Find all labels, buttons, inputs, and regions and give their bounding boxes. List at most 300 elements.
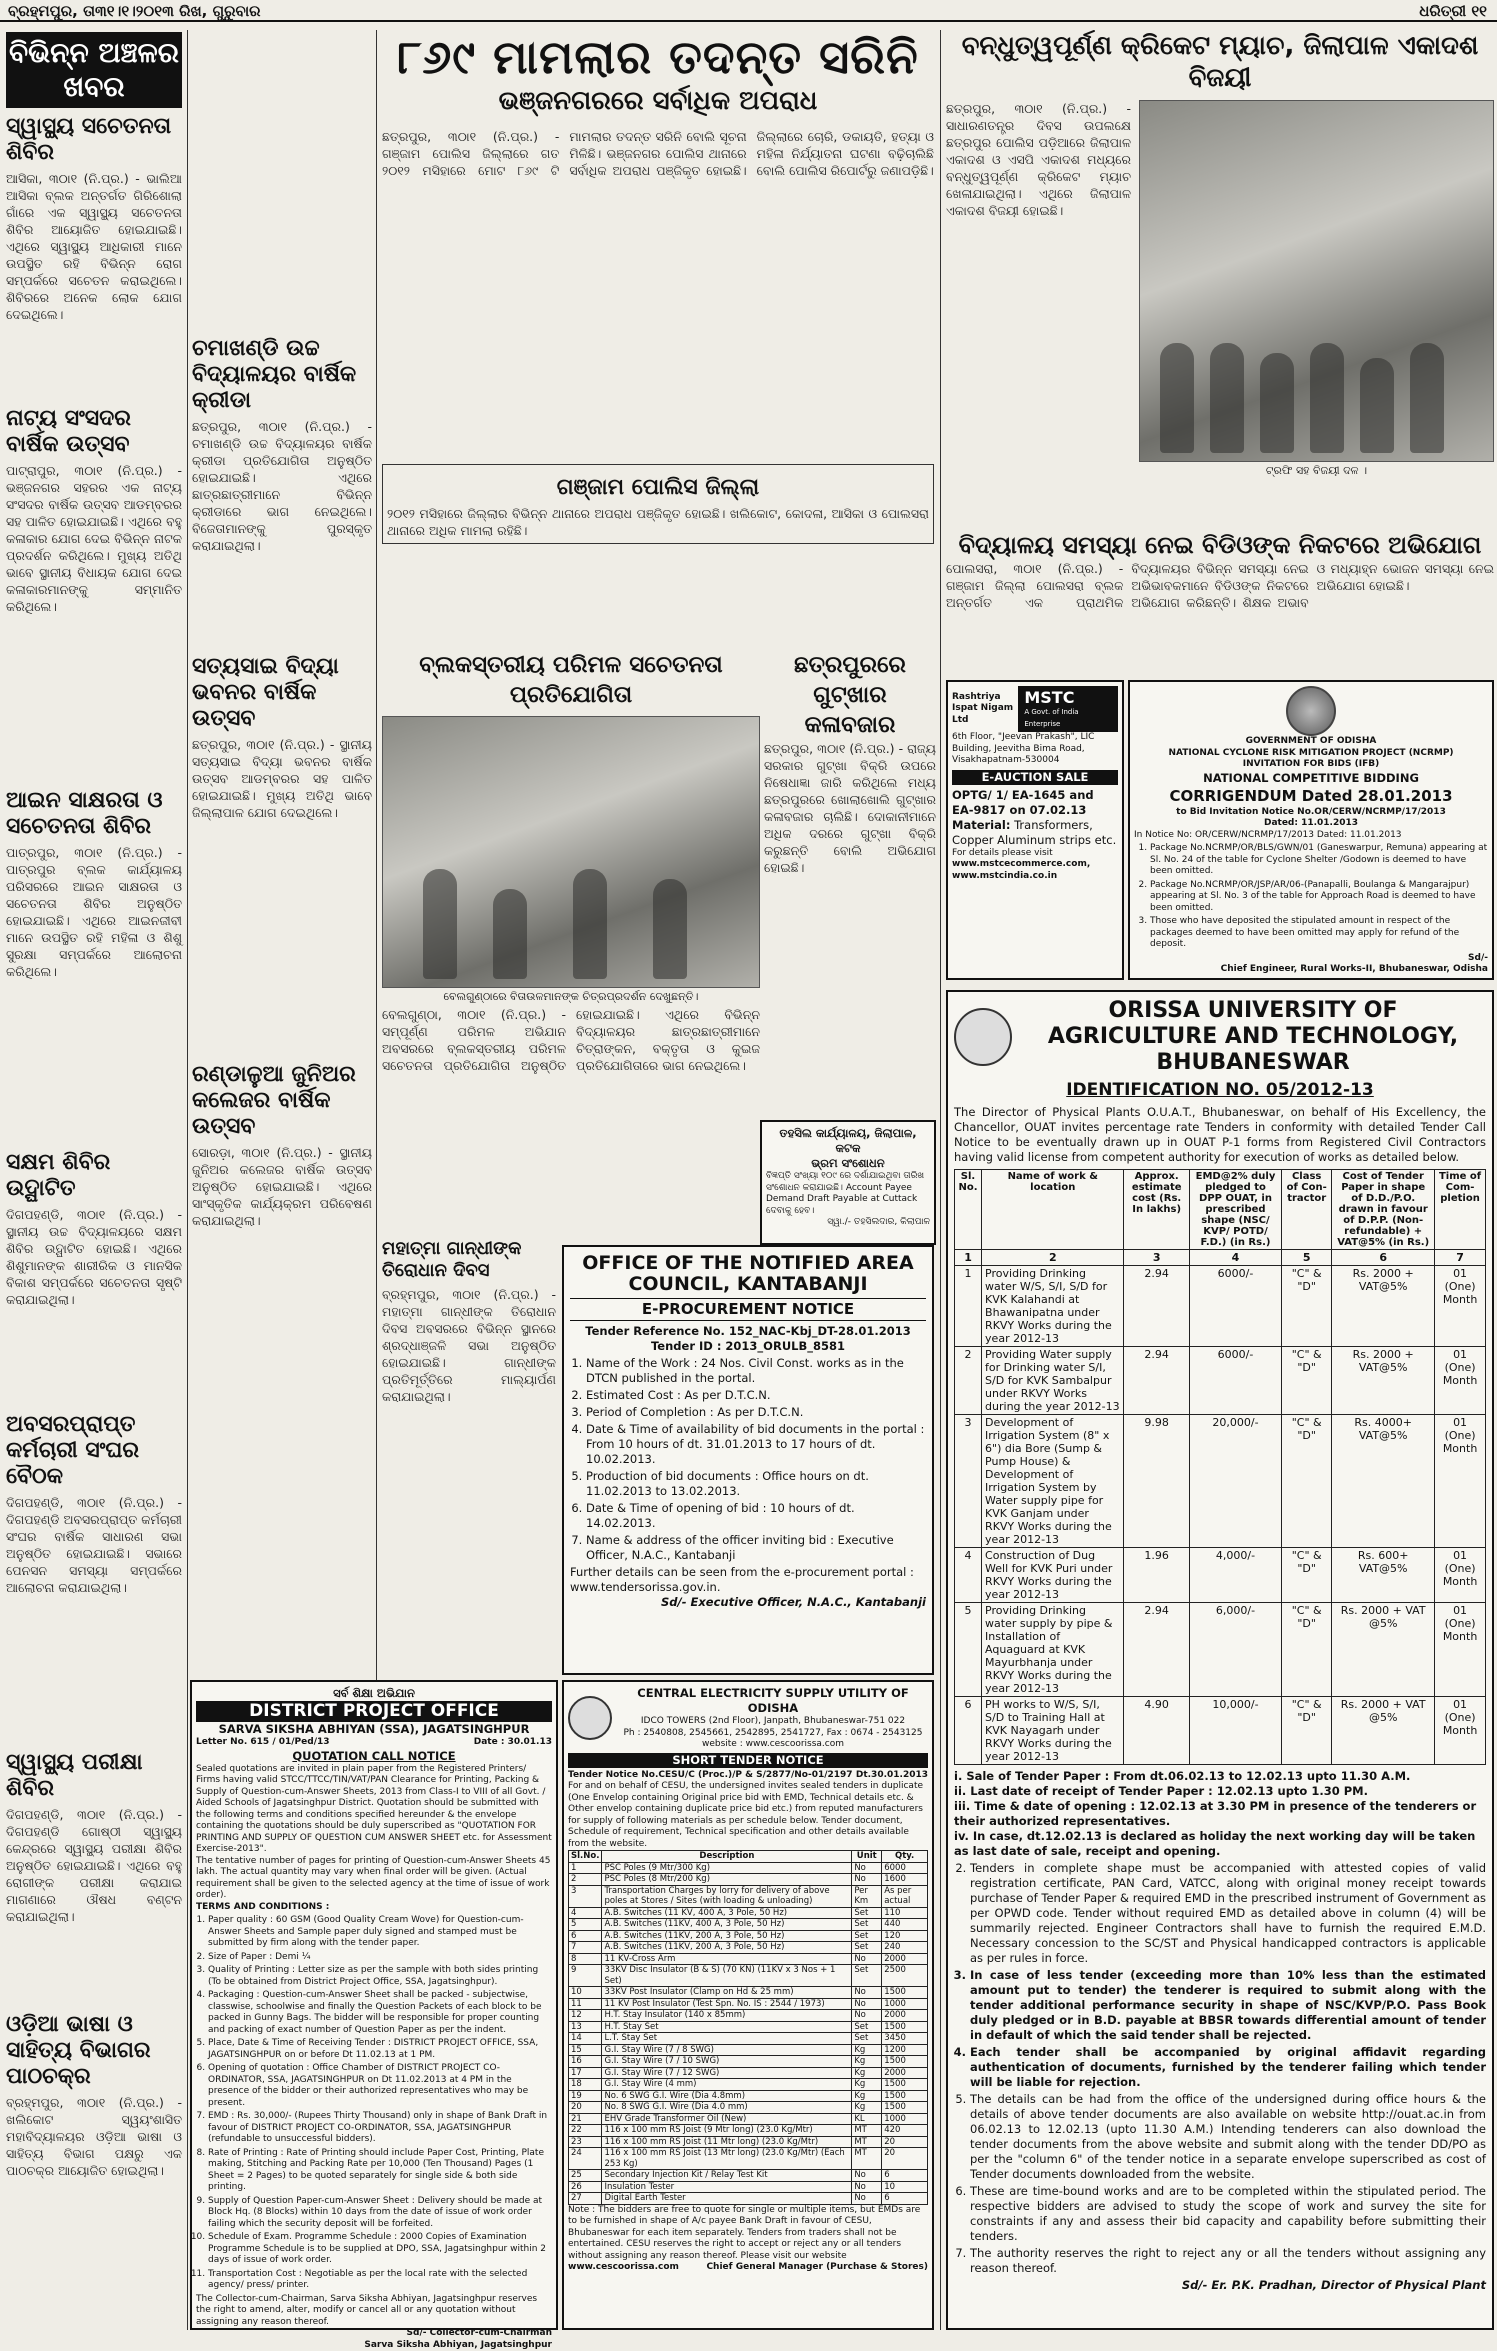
tender-id: Tender ID : 2013_ORULB_8581 — [570, 1339, 926, 1354]
table-cell: "C" & "D" — [1282, 1603, 1332, 1697]
ssa-org: ସର୍ବ ଶିକ୍ଷା ଅଭିଯାନ — [196, 1686, 552, 1701]
ssa-sign: Sarva Siksha Abhiyan, Jagatsinghpur — [196, 2340, 552, 2351]
cesu-note: Note : The bidders are free to quote for single or multiple items, but EMDs are to be furnished in shape of A/c payee Bank Draft in favour of CESU, Bhubaneswar for each item separately. Tenders from traders shall not be entertained. CESU reserves the right to accept or reject any or all tenders without assigning any reason thereof. Please visit our website — [568, 2205, 928, 2263]
mstc-details: For details please visit — [952, 848, 1118, 860]
story-body: ବ୍ରହ୍ମପୁର, ୩୦ା୧ (ନି.ପ୍ର.) - ମହାତ୍ମା ଗାନ୍ଧୀଙ୍କ ତିରୋଧାନ ଦିବସ ଅବସରରେ ବିଭିନ୍ନ ସ୍ଥାନରେ ଶ୍ରଦ୍ଧାଞ୍ଜଳି ସଭା ଅନୁଷ୍ଠିତ ହୋଇଯାଇଛି। ଗାନ୍ଧୀଙ୍କ ପ୍ରତିମୂର୍ତ୍ତିରେ ମାଲ୍ୟାର୍ପଣ କରାଯାଇଥିଲା। — [382, 1286, 556, 1405]
player-figure — [1310, 343, 1344, 453]
table-cell: H.T. Stay Insulator (140 x 85mm) — [602, 2010, 852, 2022]
table-cell: 116 x 100 mm RS Joist (11 Mtr long) (23.0 Kg/Mtr) — [602, 2136, 852, 2148]
table-header-cell: Time of Com-pletion — [1435, 1170, 1486, 1250]
table-cell: 10 — [569, 1987, 602, 1999]
cricket-photo-wrap — [1139, 100, 1494, 480]
table-cell: 6 — [955, 1697, 982, 1765]
table-cell: No — [852, 1862, 882, 1874]
ad-subtitle: E-PROCUREMENT NOTICE — [570, 1298, 926, 1321]
ssa-letter: Letter No. 615 / 01/Ped/13 — [196, 1737, 330, 1749]
lead-headline: ୮୬୯ ମାମଲାର ତଦନ୍ତ ସରିନି — [382, 30, 934, 84]
story-title: ରଣ୍ଡାଳୁଆ ଜୁନିଅର କଲେଜର ବାର୍ଷିକ ଉତ୍ସବ — [192, 1062, 372, 1140]
table-row — [569, 2090, 928, 2102]
table-cell: Set — [852, 1965, 882, 1987]
cesu-phone: Ph : 2540808, 2545661, 2542895, 2541727, Fax : 0674 - 2543125 — [618, 1728, 928, 1740]
police-district-box — [382, 464, 934, 544]
story-headline: ଛତ୍ରପୁରରେ ଗୁଟ୍ଖାର କଳାବଜାର — [764, 650, 936, 740]
table-cell: As per actual — [882, 1885, 928, 1907]
table-cell: 17 — [569, 2067, 602, 2079]
cesu-title: CENTRAL ELECTRICITY SUPPLY UTILITY OF ODISHA — [618, 1686, 928, 1716]
table-row — [569, 1930, 928, 1942]
table-cell: 11 — [569, 1998, 602, 2010]
table-cell: 18 — [569, 2079, 602, 2091]
table-cell: "C" & "D" — [1282, 1548, 1332, 1603]
table-cell: 1500 — [882, 2090, 928, 2102]
table-cell: 13 — [569, 2021, 602, 2033]
table-cell: 1 — [955, 1266, 982, 1347]
table-cell: 4,000/- — [1189, 1548, 1281, 1603]
ncrmp-item: 2. Package No.NCRMP/OR/JSP/AR/06-(Panapalli, Boulanga & Mangarajpur) appearing at Sl. No. 3 of the table for Approach Road is deemed to have been omitted. — [1150, 880, 1488, 915]
table-row — [569, 1907, 928, 1919]
mstc-auction-label: E-AUCTION SALE — [952, 770, 1118, 785]
lead-subhead: ଭଞ୍ଜନଗରରେ ସର୍ବାଧିକ ଅପରାଧ — [382, 84, 934, 118]
school-news-column — [192, 330, 372, 1430]
table-cell: Construction of Dug Well for KVK Puri under RKVY Works during the year 2012-13 — [982, 1548, 1124, 1603]
table-cell: Set — [852, 2021, 882, 2033]
story-body: ଦିଗପହଣ୍ଡି, ୩୦ା୧ (ନି.ପ୍ର.) - ସ୍ଥାନୀୟ ଉଚ୍ଚ ବିଦ୍ୟାଳୟରେ ସକ୍ଷମ ଶିବିର ଉଦ୍ଘାଟିତ ହୋଇଛି। ଏଥିରେ ଶିଶୁମାନଙ୍କ ଶାରୀରିକ ଓ ମାନସିକ ବିକାଶ ସମ୍ପର୍କରେ ସଚେତନତା ସୃଷ୍ଟି କରାଯାଇଥିଲା। — [6, 1206, 182, 1406]
person-figure — [423, 869, 457, 979]
table-cell: Providing Drinking water W/S, S/I, S/D for KVK Kalahandi at Bhawanipatna under RKVY Works during the year 2012-13 — [982, 1266, 1124, 1347]
gutkha-story — [764, 650, 936, 1120]
ouat-tender-ad — [946, 990, 1494, 2330]
table-cell: 440 — [882, 1919, 928, 1931]
cesu-sign: Chief General Manager (Purchase & Stores) — [706, 2262, 928, 2274]
table-row — [955, 1347, 1486, 1415]
table-cell: 33KV Disc Insulator (B & S) (70 KN) (11KV x 3 Nos + 1 Set) — [602, 1965, 852, 1987]
table-header-cell: Class of Con-tractor — [1282, 1170, 1332, 1250]
ouat-title: ORISSA UNIVERSITY OF AGRICULTURE AND TECHNOLOGY, BHUBANESWAR — [1020, 998, 1486, 1076]
table-cell: Rs. 2000 + VAT @5% — [1332, 1603, 1435, 1697]
rinl-logo: Rashtriya Ispat Nigam Ltd — [952, 692, 1018, 727]
table-cell: 3 — [955, 1415, 982, 1548]
table-cell: 8 — [569, 1953, 602, 1965]
story-body: ପାତ୍ରପୁର, ୩୦ା୧ (ନି.ପ୍ର.) - ପାତ୍ରପୁର ବ୍ଲକ କାର୍ଯ୍ୟାଳୟ ପରିସରରେ ଆଇନ ସାକ୍ଷରତା ଓ ସଚେତନତା ଶିବିର ଅନୁଷ୍ଠିତ ହୋଇଯାଇଛି। ଏଥିରେ ଆଇନଜୀବୀ ମାନେ ଉପସ୍ଥିତ ରହି ମହିଳା ଓ ଶିଶୁ ସୁରକ୍ଷା ସମ୍ପର୍କରେ ଆଲୋଚନା କରିଥିଲେ। — [6, 844, 182, 1144]
odisha-emblem-icon — [1286, 686, 1336, 736]
ssa-terms — [208, 1915, 552, 2292]
ouat-sign: Sd/- Er. P.K. Pradhan, Director of Physical Plant — [954, 2278, 1486, 2293]
table-cell: Rs. 600+ VAT@5% — [1332, 1548, 1435, 1603]
cesu-web-link[interactable]: www.cescoorissa.com — [568, 2262, 679, 2274]
tender-further: Further details can be seen from the e-procurement portal : www.tendersorissa.gov.in. — [570, 1565, 926, 1595]
sanitation-story — [382, 650, 760, 1230]
ncrmp-corrigendum: CORRIGENDUM Dated 28.01.2013 — [1134, 786, 1488, 807]
table-cell: No — [852, 1998, 882, 2010]
table-cell: "C" & "D" — [1282, 1415, 1332, 1548]
mstc-brand: MSTC — [1024, 688, 1112, 707]
ouat-ident: IDENTIFICATION NO. 05/2012-13 — [954, 1080, 1486, 1101]
table-cell: No — [852, 2010, 882, 2022]
ad-title: OFFICE OF THE NOTIFIED AREA COUNCIL, KANTABANJI — [570, 1253, 926, 1295]
story-title: ସ୍ୱାସ୍ଥ୍ୟ ସଚେତନତା ଶିବିର — [6, 114, 182, 166]
table-cell: Set — [852, 1942, 882, 1954]
table-cell: 116 x 100 mm RS Joist (9 Mtr long) (23.0 Kg/Mtr) — [602, 2125, 852, 2137]
cesu-tender-line — [568, 1770, 928, 1782]
ssa-intro: Sealed quotations are invited in plain paper from the Registered Printers/ Firms having valid STCC/TTCC/TIN/VAT/PAN Clearance for Printing, Packing & Supply of Question-cum-Answer Sheets, 2013 from Class-I to VIII of all Govt. / Aided Schools of Jagatsinghpur District. Quotation should be submitted with the following terms and conditions specified hereunder & the envelope containing the quotations should be duly superscribed as "QUOTATION FOR PRINTING AND SUPPLY OF QUESTION CUM ANSWER SHEET etc. for Assessment Exercise-2013". — [196, 1764, 552, 1856]
notice-title: ଭ୍ରମ ସଂଶୋଧନ — [766, 1156, 930, 1171]
story-body: ପାଟ୍ରାପୁର, ୩୦ା୧ (ନି.ପ୍ର.) - ଭଞ୍ଜନଗର ସହରର ଏକ ନାଟ୍ୟ ସଂସଦର ବାର୍ଷିକ ଉତ୍ସବ ଆଡମ୍ବରର ସହ ପାଳିତ ହୋଇଯାଇଛି। ଏଥିରେ ବହୁ କଳାକାର ଯୋଗ ଦେଇ ବିଭିନ୍ନ ନାଟକ ପ୍ରଦର୍ଶନ କରିଥିଲେ। ମୁଖ୍ୟ ଅତିଥି ଭାବେ ସ୍ଥାନୀୟ ବିଧାୟକ ଯୋଗ ଦେଇ କଳାକାରମାନଙ୍କୁ ସମ୍ମାନିତ କରିଥିଲେ। — [6, 462, 182, 782]
cesu-items-table — [568, 1850, 928, 2205]
person-figure — [653, 879, 687, 979]
table-cell: Rs. 2000 + VAT@5% — [1332, 1266, 1435, 1347]
table-cell: 01 (One) Month — [1435, 1266, 1486, 1347]
table-cell: "C" & "D" — [1282, 1697, 1332, 1765]
notice-office: ତହସିଲ କାର୍ଯ୍ୟାଳୟ, ଜିଲାପାଳ, କଟକ — [766, 1126, 930, 1156]
table-row — [569, 2181, 928, 2193]
ncrmp-in-notice: In Notice No: OR/CERW/NCRMP/17/2013 Dated: 11.01.2013 — [1134, 830, 1488, 842]
table-cell: 23 — [569, 2136, 602, 2148]
ouat-subitems — [954, 1769, 1486, 1859]
story-body: ଛତ୍ରପୁର, ୩୦ା୧ (ନି.ପ୍ର.) - ସାଧାରଣତନ୍ତ୍ର ଦିବସ ଉପଲକ୍ଷେ ଛତ୍ରପୁର ପୋଲିସ ପଡ଼ିଆରେ ଜିଲାପାଳ ଏକାଦଶ ଓ ଏସପି ଏକାଦଶ ମଧ୍ୟରେ ବନ୍ଧୁତ୍ୱପୂର୍ଣ୍ଣ କ୍ରିକେଟ ମ୍ୟାଚ ଖେଳାଯାଇଥିଲା। ଏଥିରେ ଜିଲାପାଳ ଏକାଦଶ ବିଜୟୀ ହୋଇଛି। — [946, 100, 1131, 460]
story-title: ଆଇନ ସାକ୍ଷରତା ଓ ସଚେତନତା ଶିବିର — [6, 788, 182, 840]
table-cell: G.I. Stay Wire (7 / 12 SWG) — [602, 2067, 852, 2079]
table-cell: 01 (One) Month — [1435, 1548, 1486, 1603]
table-cell: Providing Drinking water supply by pipe & Installation of Aquaguard at KVK Mayurbhanja under RKVY Works during the year 2012-13 — [982, 1603, 1124, 1697]
story-headline: ବନ୍ଧୁତ୍ୱପୂର୍ଣ୍ଣ କ୍ରିକେଟ ମ୍ୟାଚ, ଜିଲାପାଳ ଏକାଦଶ ବିଜୟୀ — [946, 30, 1494, 94]
table-cell: 1500 — [882, 2021, 928, 2033]
table-row — [569, 2136, 928, 2148]
table-cell: 20,000/- — [1189, 1415, 1281, 1548]
tender-items — [586, 1356, 926, 1563]
table-cell: 6000/- — [1189, 1266, 1281, 1347]
table-cell: 20 — [569, 2102, 602, 2114]
table-row — [955, 1415, 1486, 1548]
tender-item: 7. Name & address of the officer inviting bid : Executive Officer, N.A.C., Kantabanji — [586, 1533, 926, 1563]
table-cell: G.I. Stay Wire (7 / 10 SWG) — [602, 2056, 852, 2068]
table-cell: 4 — [569, 1907, 602, 1919]
ouat-point: 7. The authority reserves the right to reject any or all the tenders without assigning any reason thereof. — [970, 2246, 1486, 2276]
table-header-cell: Qty. — [882, 1851, 928, 1863]
table-cell: 01 (One) Month — [1435, 1347, 1486, 1415]
tender-item: 1. Name of the Work : 24 Nos. Civil Const. works as in the DTCN published in the portal. — [586, 1356, 926, 1386]
table-row — [569, 1862, 928, 1874]
story-body: ସୋରଡ଼ା, ୩୦ା୧ (ନି.ପ୍ର.) - ସ୍ଥାନୀୟ ଜୁନିଅର କଲେଜର ବାର୍ଷିକ ଉତ୍ସବ ଅନୁଷ୍ଠିତ ହୋଇଯାଇଛି। ଏଥିରେ ସାଂସ୍କୃତିକ କାର୍ଯ୍ୟକ୍ରମ ପରିବେଷଣ କରାଯାଇଥିଲା। — [192, 1144, 372, 1324]
table-cell: 2 — [569, 1874, 602, 1886]
notice-sign: ସ୍ୱା./- ତହସିଲଦାର, କିଲାପାଳ — [766, 1217, 930, 1229]
table-cell: A.B. Switches (11KV, 200 A, 3 Pole, 50 Hz) — [602, 1942, 852, 1954]
table-cell: 14 — [569, 2033, 602, 2045]
table-cell: Kg — [852, 2067, 882, 2079]
table-cell: 33KV Post Insulator (Clamp on Hd & 25 mm) — [602, 1987, 852, 1999]
tender-item: 4. Date & Time of availability of bid documents in the portal : From 10 hours of dt. 31.01.2013 to 17 hours of dt. 10.02.2013. — [586, 1422, 926, 1467]
table-row — [569, 2102, 928, 2114]
player-figure — [1160, 343, 1194, 453]
table-cell: 120 — [882, 1930, 928, 1942]
ssa-reserve: The Collector-cum-Chairman, Sarva Siksha Abhiyan, Jagatsinghpur reserves the right to amend, alter, modify or cancel all or any quotation without assigning any reason thereof. — [196, 2294, 552, 2329]
story-title: ସତ୍ୟସାଇ ବିଦ୍ୟା ଭବନର ବାର୍ଷିକ ଉତ୍ସବ — [192, 654, 372, 732]
ssa-term: 5. Place, Date & Time of Receiving Tender : DISTRICT PROJECT OFFICE, SSA, JAGATSINGHPUR on or before Dt 11.02.13 at 1 PM. — [208, 2038, 552, 2061]
cricket-body-row — [946, 100, 1494, 480]
table-row — [569, 2193, 928, 2205]
table-cell: EHV Grade Transformer Oil (New) — [602, 2113, 852, 2125]
table-cell: 2 — [955, 1347, 982, 1415]
table-row — [569, 2033, 928, 2045]
table-cell: A.B. Switches (11KV, 200 A, 3 Pole, 50 Hz) — [602, 1930, 852, 1942]
ssa-letter-line — [196, 1737, 552, 1749]
table-column-number: 4 — [1189, 1250, 1281, 1266]
cricket-story — [946, 30, 1494, 530]
ssa-term: 3. Quality of Printing : Letter size as per the sample with both sides printing (To be obtained from District Project Office, SSA, Jagatsinghpur). — [208, 1965, 552, 1988]
table-cell: Set — [852, 1930, 882, 1942]
table-cell: 10 — [882, 2181, 928, 2193]
notice-body: ବିଜ୍ଞପ୍ତି ସଂଖ୍ୟା ୧୦୯ ରେ ଦର୍ଶାଯାଇଥିବା ତାରିଖ ସଂଶୋଧନ କରାଯାଇଛି। Account Payee Demand Draft Payable at Cuttack ଦେବାକୁ ହେବ। — [766, 1171, 930, 1217]
table-header-cell: Description — [602, 1851, 852, 1863]
cesu-header — [568, 1686, 928, 1751]
table-row — [569, 1965, 928, 1987]
table-cell: Transportation Charges by lorry for delivery of above poles at Stores / Sites (with loading & unloading) — [602, 1885, 852, 1907]
ssa-term: 7. EMD : Rs. 30,000/- (Rupees Thirty Thousand) only in shape of Bank Draft in favour of DISTRICT PROJECT CO-ORDINATOR, SSA, JAGATSINGHPUR (refundable to unsuccessful bidders). — [208, 2111, 552, 2146]
ouat-points — [970, 1861, 1486, 2276]
table-row — [569, 1942, 928, 1954]
table-cell: Kg — [852, 2044, 882, 2056]
table-header-cell: Sl.No. — [569, 1851, 602, 1863]
table-cell: 1000 — [882, 1998, 928, 2010]
ouat-subitem: ii. Last date of receipt of Tender Paper : 12.02.13 upto 1.30 PM. — [954, 1784, 1486, 1799]
table-row — [569, 2125, 928, 2137]
ncrmp-item: 1. Package No.NCRMP/OR/BLS/GWN/01 (Ganeswarpur, Remuna) appearing at Sl. No. 24 of the table for Cyclone Shelter /Godown is deemed to have been omitted. — [1150, 843, 1488, 878]
table-row — [569, 2113, 928, 2125]
table-cell: 12 — [569, 2010, 602, 2022]
table-row — [569, 2056, 928, 2068]
table-cell: No — [852, 2193, 882, 2205]
table-cell: Rs. 2000 + VAT@5% — [1332, 1347, 1435, 1415]
table-row — [569, 1885, 928, 1907]
column-rule — [940, 30, 941, 2330]
table-row — [955, 1548, 1486, 1603]
table-cell: Kg — [852, 2090, 882, 2102]
table-header-cell: Cost of Tender Paper in shape of D.D./P.O. drawn in favour of D.P.P. (Non-refundable) + VAT@5% (in Rs.) — [1332, 1170, 1435, 1250]
story-headline: ମହାତ୍ମା ଗାନ୍ଧୀଙ୍କ ତିରୋଧାନ ଦିବସ — [382, 1238, 556, 1282]
table-row — [955, 1697, 1486, 1765]
ncrmp-corrigendum-ad — [1128, 680, 1494, 980]
table-cell: 2500 — [882, 1965, 928, 1987]
ssa-term: 6. Opening of quotation : Office Chamber of DISTRICT PROJECT CO-ORDINATOR, SSA, JAGATSINGHPUR on Dt 11.02.2013 at 4 PM in the presence of the bidder or their authorized representatives who may be present. — [208, 2063, 552, 2109]
ssa-notice: QUOTATION CALL NOTICE — [196, 1749, 552, 1764]
table-cell: 24 — [569, 2148, 602, 2170]
table-cell: 01 (One) Month — [1435, 1415, 1486, 1548]
box-title: ଗଞ୍ଜାମ ପୋଲିସ ଜିଲ୍ଲା — [387, 475, 929, 501]
table-cell: 01 (One) Month — [1435, 1697, 1486, 1765]
table-cell: 1200 — [882, 2044, 928, 2056]
table-header-cell: Sl. No. — [955, 1170, 982, 1250]
table-cell: 9 — [569, 1965, 602, 1987]
story-title: ସ୍ୱାସ୍ଥ୍ୟ ପରୀକ୍ଷା ଶିବିର — [6, 1750, 182, 1802]
mstc-logo — [1018, 686, 1118, 732]
masthead-page-number: ଧରିତ୍ରୀ ୧୧ — [1419, 2, 1487, 20]
ssa-term: 11. Transportation Cost : Negotiable as per the local rate with the selected agency/ press/ printer. — [208, 2269, 552, 2292]
table-cell: No. 6 SWG G.I. Wire (Dia 4.8mm) — [602, 2090, 852, 2102]
table-cell: PSC Poles (8 Mtr/200 Kg) — [602, 1874, 852, 1886]
table-row — [569, 1953, 928, 1965]
ssa-term: 9. Supply of Question Paper-cum-Answer Sheet : Delivery should be made at Block Hq. (8 Blocks) within 10 days from the date of issue of work order failing which the security deposit will be forfeited. — [208, 2196, 552, 2231]
ssa-title: DISTRICT PROJECT OFFICE — [196, 1701, 552, 1722]
player-figure — [1360, 358, 1394, 453]
lead-story — [382, 30, 934, 650]
ssa-quotation-ad — [190, 1680, 558, 2330]
ncrmp-item: 3. Those who have deposited the stipulated amount in respect of the packages deemed to have been omitted may apply for refund of the deposit. — [1150, 916, 1488, 951]
table-cell: G.I. Stay Wire (7 / 8 SWG) — [602, 2044, 852, 2056]
table-cell: No. 8 SWG G.I. Wire (Dia 4.0 mm) — [602, 2102, 852, 2114]
mstc-auction-ad — [946, 680, 1124, 980]
photo-caption: ବେଲଗୁଣ୍ଠାରେ ବିତାଉଳମାନଙ୍କ ଚିତ୍ରପ୍ରଦର୍ଶନ ଦେଖୁଛନ୍ତି। — [382, 988, 760, 1006]
photo-caption: ଟ୍ରଫି ସହ ବିଜୟୀ ଦଳ । — [1139, 462, 1494, 480]
table-cell: 2.94 — [1124, 1603, 1189, 1697]
ncrmp-govt: GOVERNMENT OF ODISHA — [1134, 736, 1488, 748]
player-figure — [1210, 343, 1244, 453]
table-cell: 19 — [569, 2090, 602, 2102]
table-cell: A.B. Switches (11KV, 400 A, 3 Pole, 50 Hz) — [602, 1919, 852, 1931]
ncrmp-project: NATIONAL CYCLONE RISK MITIGATION PROJECT (NCRMP) — [1134, 748, 1488, 760]
table-cell: H.T. Stay Set — [602, 2021, 852, 2033]
table-cell: 15 — [569, 2044, 602, 2056]
story-title: ଓଡ଼ିଆ ଭାଷା ଓ ସାହିତ୍ୟ ବିଭାଗର ପାଠଚକ୍ର — [6, 2012, 182, 2090]
table-cell: 10,000/- — [1189, 1697, 1281, 1765]
table-cell: 01 (One) Month — [1435, 1603, 1486, 1697]
cesu-footer — [568, 2262, 928, 2274]
table-cell: KL — [852, 2113, 882, 2125]
table-row — [569, 2079, 928, 2091]
mstc-websites[interactable]: www.mstcecommerce.com, www.mstcindia.co.in — [952, 859, 1118, 882]
table-cell: Set — [852, 2033, 882, 2045]
table-cell: L.T. Stay Set — [602, 2033, 852, 2045]
team-photo — [1139, 100, 1494, 462]
table-cell: No — [852, 2181, 882, 2193]
table-row — [569, 2010, 928, 2022]
table-row — [955, 1603, 1486, 1697]
table-column-number-row — [955, 1250, 1486, 1266]
table-cell: 2.94 — [1124, 1266, 1189, 1347]
column-rule — [187, 30, 188, 2330]
ouat-point: 6. These are time-bound works and are to be completed within the stipulated period. The respective bidders are advised to study the scope of work and survey the site for constraints if any and assess their bid capacity and capability before submitting their tenders. — [970, 2184, 1486, 2244]
table-cell: 2000 — [882, 2067, 928, 2079]
table-cell: Secondary Injection Kit / Relay Test Kit — [602, 2170, 852, 2182]
mstc-address: 6th Floor, "Jeevan Prakash", LIC Building, Jeevitha Bima Road, Visakhapatnam-530004 — [952, 732, 1118, 767]
player-figure — [1260, 353, 1294, 453]
table-cell: 1600 — [882, 1874, 928, 1886]
small-correction-notice — [760, 1120, 936, 1245]
tender-ref: Tender Reference No. 152_NAC-Kbj_DT-28.01.2013 — [570, 1324, 926, 1339]
table-cell: No — [852, 1953, 882, 1965]
mstc-optg: OPTG/ 1/ EA-1645 and — [952, 788, 1118, 803]
page-masthead — [0, 0, 1497, 22]
table-cell: MT — [852, 2125, 882, 2137]
table-row — [569, 2148, 928, 2170]
ouat-subitem: iii. Time & date of opening : 12.02.13 at 3.30 PM in presence of the tenderers or their authorized representatives. — [954, 1799, 1486, 1829]
table-cell: 25 — [569, 2170, 602, 2182]
ouat-point: 3. In case of less tender (exceeding more than 10% less than the estimated amount put to tender) the tenderer is required to submit along with the tender additional performance security in shape of NSC/KVP/P.O. Pass Book duly pledged or in B.D. payable at BBSR towards differential amount of tender in default of which the said tender shall be rejected. — [970, 1968, 1486, 2043]
table-body — [955, 1266, 1486, 1765]
table-cell: 21 — [569, 2113, 602, 2125]
table-column-number: 6 — [1332, 1250, 1435, 1266]
table-cell: Kg — [852, 2102, 882, 2114]
table-row — [569, 2170, 928, 2182]
masthead-dateline: ବ୍ରହ୍ମପୁର, ତା୩୧।୧।୨୦୧୩ ରିଖ, ଗୁରୁବାର — [8, 2, 261, 20]
ssa-sign: Sd/- Collector-cum-Chairman — [196, 2328, 552, 2340]
cesu-website: website : www.cescoorissa.com — [618, 1739, 928, 1751]
table-cell: Rs. 4000+ VAT@5% — [1332, 1415, 1435, 1548]
cesu-address: IDCO TOWERS (2nd Floor), Janpath, Bhubaneswar-751 022 — [618, 1716, 928, 1728]
table-cell: 11 KV-Cross Arm — [602, 1953, 852, 1965]
table-cell: 5 — [569, 1919, 602, 1931]
table-cell: 6 — [882, 2170, 928, 2182]
ouat-header — [954, 998, 1486, 1076]
table-cell: PH works to W/S, S/I, S/D to Training Hall at KVK Nayagarh under RKVY Works during the year 2012-13 — [982, 1697, 1124, 1765]
ouat-point: 2. Tenders in complete shape must be accompanied with attested copies of valid registration certificate, PAN Card, VATCC, along with original money receipt towards purchase of Tender Paper & required EMD in the prescribed instrument of Government as per OPWD code. Tender without required EMD as detailed above in column (4) will be summarily rejected. Engineer Contractors shall have to furnish the required E.M.D. Necessary concession to the SC/ST and Physical handicapped contractors is applicable as per rules in force. — [970, 1861, 1486, 1966]
table-cell: 6,000/- — [1189, 1603, 1281, 1697]
table-cell: MT — [852, 2136, 882, 2148]
table-body — [569, 1862, 928, 2204]
ssa-term: 2. Size of Paper : Demi ¼ — [208, 1952, 552, 1964]
ouat-works-table — [954, 1169, 1486, 1765]
table-header-cell: Approx. estimate cost (Rs. In lakhs) — [1124, 1170, 1189, 1250]
table-cell: 420 — [882, 2125, 928, 2137]
table-cell: 2000 — [882, 2010, 928, 2022]
table-cell: Set — [852, 1919, 882, 1931]
cesu-tender-ad — [562, 1680, 934, 2330]
table-row — [569, 2021, 928, 2033]
table-cell: 20 — [882, 2136, 928, 2148]
table-cell: No — [852, 1987, 882, 1999]
table-cell: 1000 — [882, 2113, 928, 2125]
table-cell: "C" & "D" — [1282, 1266, 1332, 1347]
table-row — [955, 1266, 1486, 1347]
ncrmp-ncb: NATIONAL COMPETITIVE BIDDING — [1134, 771, 1488, 786]
table-header-cell: Name of work & location — [982, 1170, 1124, 1250]
tender-item: 2. Estimated Cost : As per D.T.C.N. — [586, 1388, 926, 1403]
table-cell: 1500 — [882, 2102, 928, 2114]
table-column-number: 3 — [1124, 1250, 1189, 1266]
ssa-date: Date : 30.01.13 — [474, 1737, 552, 1749]
cesu-logo-icon — [568, 1696, 612, 1740]
table-cell: Digital Earth Tester — [602, 2193, 852, 2205]
table-cell: 3450 — [882, 2033, 928, 2045]
story-body: ପୋଲସରା, ୩୦ା୧ (ନି.ପ୍ର.) - ଗଞ୍ଜାମ ଜିଲ୍ଲା ପୋଲସରା ବ୍ଲକ ଅନ୍ତର୍ଗତ ଏକ ପ୍ରାଥମିକ ବିଦ୍ୟାଳୟର ବିଭିନ୍ନ ସମସ୍ୟା ନେଇ ଅଭିଭାବକମାନେ ବିଡିଓଙ୍କ ନିକଟରେ ଅଭିଯୋଗ କରିଛନ୍ତି। ଶିକ୍ଷକ ଅଭାବ ଓ ମଧ୍ୟାହ୍ନ ଭୋଜନ ସମସ୍ୟା ନେଇ ଅଭିଯୋଗ ହୋଇଛି। — [946, 560, 1494, 650]
story-title: ସକ୍ଷମ ଶିବିର ଉଦ୍ଘାଟିତ — [6, 1150, 182, 1202]
ssa-pages: The tentative number of pages for printing of Question-cum-Answer Sheets 45 lakh. The actual quantity may vary when final order will be given. (Actual requirement shall be given to the selected agency at the time of issue of work order). — [196, 1856, 552, 1902]
table-cell: 11 KV Post Insulator (Test Spn. No. IS : 2544 / 1973) — [602, 1998, 852, 2010]
ssa-term: 10. Schedule of Exam. Programme Schedule : 2000 Copies of Examination Programme Schedule is to be supplied at DPO, SSA, Jagatsinghpur within 2 days of issue of work order. — [208, 2232, 552, 2267]
story-body: ବେଲଗୁଣ୍ଠା, ୩୦ା୧ (ନି.ପ୍ର.) - ସମ୍ପୂର୍ଣ୍ଣ ପରିମଳ ଅଭିଯାନ ଅବସରରେ ବ୍ଲକସ୍ତରୀୟ ପରିମଳ ସଚେତନତା ପ୍ରତିଯୋଗିତା ଅନୁଷ୍ଠିତ ହୋଇଯାଇଛି। ଏଥିରେ ବିଭିନ୍ନ ବିଦ୍ୟାଳୟର ଛାତ୍ରଛାତ୍ରୀମାନେ ଚିତ୍ରାଙ୍କନ, ବକ୍ତୃତା ଓ କୁଇଜ ପ୍ରତିଯୋଗିତାରେ ଭାଗ ନେଇଥିଲେ। — [382, 1006, 760, 1226]
table-header-cell: EMD@2% duly pledged to DPP OUAT, in prescribed shape (NSC/ KVP/ POTD/ F.D.) (in Rs.) — [1189, 1170, 1281, 1250]
table-cell: 4.90 — [1124, 1697, 1189, 1765]
player-figure — [1410, 343, 1444, 453]
person-figure — [493, 889, 527, 979]
story-body: ଦିଗପହଣ୍ଡି, ୩୦ା୧ (ନି.ପ୍ର.) - ଦିଗପହଣ୍ଡି ଅବସରପ୍ରାପ୍ତ କର୍ମଚାରୀ ସଂଘର ବାର୍ଷିକ ସାଧାରଣ ସଭା ଅନୁଷ୍ଠିତ ହୋଇଯାଇଛି। ସଭାରେ ପେନସନ ସମସ୍ୟା ସମ୍ପର୍କରେ ଆଲୋଚନା କରାଯାଇଥିଲା। — [6, 1494, 182, 1744]
ssa-term: 1. Paper quality : 60 GSM (Good Quality Cream Wove) for Question-cum-Answer Sheets and Sample paper duly signed and stamped must be submitted by firm along with the tender paper. — [208, 1915, 552, 1950]
table-column-number: 2 — [982, 1250, 1124, 1266]
mstc-brand-sub: A Govt. of India Enterprise — [1024, 707, 1112, 730]
table-cell: 26 — [569, 2181, 602, 2193]
table-header-row — [569, 1851, 928, 1863]
table-column-number: 7 — [1435, 1250, 1486, 1266]
table-cell: 1500 — [882, 2056, 928, 2068]
ncrmp-inv: INVITATION FOR BIDS (IFB) — [1134, 759, 1488, 771]
person-figure — [573, 869, 607, 979]
table-cell: 116 x 100 mm RS Joist (13 Mtr long) (23.0 Kg/Mtr) (Each 253 Kg) — [602, 2148, 852, 2170]
table-row — [569, 1998, 928, 2010]
cesu-tender-date: Dt.30.01.2013 — [856, 1770, 928, 1782]
table-column-number: 5 — [1282, 1250, 1332, 1266]
ouat-point: 4. Each tender shall be accompanied by original affidavit regarding authentication of documents, furnished by the tenderer failing which tender will be liable for rejection. — [970, 2045, 1486, 2090]
table-cell: 1500 — [882, 2079, 928, 2091]
ncrmp-signer: Chief Engineer, Rural Works-II, Bhubaneswar, Odisha — [1134, 964, 1488, 976]
ncrmp-sign: Sd/- — [1134, 953, 1488, 965]
